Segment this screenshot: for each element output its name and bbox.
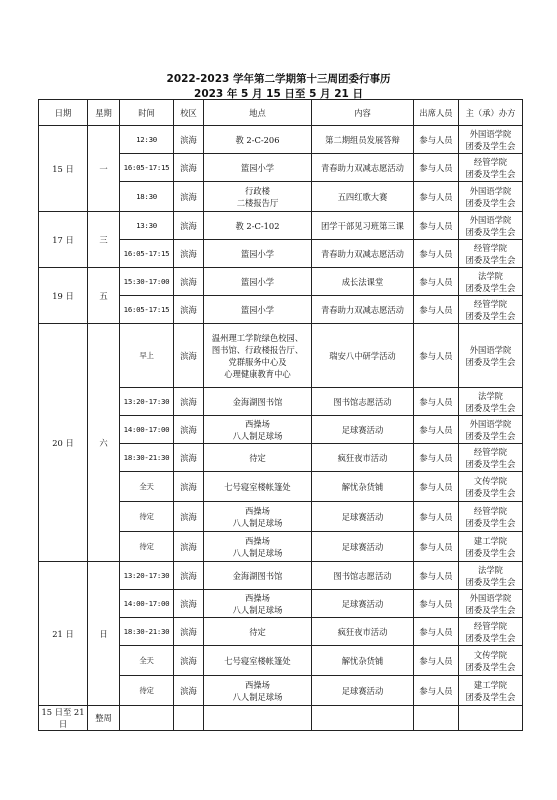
campus-cell: 滨海 [174,268,204,296]
content-cell: 足球赛活动 [312,676,414,706]
time-cell: 16:05-17:15 [120,240,174,268]
place-cell [204,676,312,706]
place-cell-line: 八人制足球场 [232,691,283,702]
weekday-cell: 一 [88,126,120,212]
organizer-cell-line: 外国语学院 [469,214,512,225]
campus-cell: 滨海 [174,676,204,706]
header-content: 内容 [312,100,414,126]
content-cell: 成长法课堂 [312,268,414,296]
organizer-cell-line: 团委及学生会 [465,458,516,469]
weekday-cell: 五 [88,268,120,324]
place-cell [204,502,312,532]
place-cell-line: 图书馆、行政楼报告厅、 [211,344,304,355]
organizer-cell-line: 团委及学生会 [465,310,516,321]
place-cell-line: 待定 [249,626,266,637]
date-cell: 21 日 [39,562,88,706]
footer-weekday-cell: 整周 [88,706,120,731]
table-row [39,324,523,388]
place-cell [204,268,312,296]
header-weekday: 星期 [88,100,120,126]
header-row [39,100,523,126]
attendees-cell: 参与人员 [414,502,459,532]
place-cell-line: 篮园小学 [240,162,275,173]
organizer-cell-line: 经管学院 [473,242,508,253]
place-cell-line: 党群服务中心及 [228,356,287,367]
organizer-cell [459,182,523,212]
content-cell: 团学干部见习班第三课 [312,212,414,240]
attendees-cell: 参与人员 [414,212,459,240]
campus-cell: 滨海 [174,444,204,472]
place-cell-line: 七号寝室楼帐篷处 [224,655,291,666]
attendees-cell: 参与人员 [414,472,459,502]
place-cell [204,444,312,472]
organizer-cell [459,676,523,706]
organizer-cell [459,590,523,618]
campus-cell: 滨海 [174,532,204,562]
weekday-cell: 三 [88,212,120,268]
place-cell-line: 教 2-C-206 [235,134,280,145]
place-cell-line: 西操场 [245,505,270,516]
time-cell: 18:30-21:30 [120,618,174,646]
place-cell [204,472,312,502]
organizer-cell-line: 团委及学生会 [465,487,516,498]
organizer-cell [459,212,523,240]
organizer-cell [459,646,523,676]
header-campus: 校区 [174,100,204,126]
time-cell: 全天 [120,472,174,502]
empty-cell [204,706,312,731]
time-cell: 全天 [120,646,174,676]
place-cell-line: 温州理工学院绿色校园、 [211,332,304,343]
header-attendees: 出席人员 [414,100,459,126]
organizer-cell-line: 团委及学生会 [465,140,516,151]
time-cell: 15:30-17:00 [120,268,174,296]
place-cell [204,590,312,618]
content-cell: 解忧杂货铺 [312,646,414,676]
attendees-cell: 参与人员 [414,126,459,154]
empty-cell [459,706,523,731]
date-cell: 17 日 [39,212,88,268]
organizer-cell-line: 经管学院 [473,156,508,167]
footer-row [39,706,523,731]
organizer-cell-line: 外国语学院 [469,592,512,603]
place-cell-line: 西操场 [245,679,270,690]
place-cell-line: 篮园小学 [240,304,275,315]
content-cell: 五四红歌大赛 [312,182,414,212]
date-cell: 19 日 [39,268,88,324]
campus-cell: 滨海 [174,618,204,646]
content-cell: 足球赛活动 [312,502,414,532]
table-row [39,562,523,590]
place-cell-line: 八人制足球场 [232,604,283,615]
time-cell: 13:20-17:30 [120,562,174,590]
table-row [39,126,523,154]
content-cell: 疯狂夜市活动 [312,444,414,472]
organizer-cell-line: 团委及学生会 [465,402,516,413]
place-cell-line: 行政楼 [245,185,270,196]
document-subtitle: 2023 年 5 月 15 日至 5 月 21 日 [194,88,363,100]
document-title: 2022-2023 学年第二学期第十三周团委行事历 [166,73,391,85]
place-cell-line: 西操场 [245,535,270,546]
campus-cell: 滨海 [174,126,204,154]
time-cell: 13:20-17:30 [120,388,174,416]
attendees-cell: 参与人员 [414,676,459,706]
content-cell: 第二期组员发展答辩 [312,126,414,154]
organizer-cell-line: 外国语学院 [469,418,512,429]
campus-cell: 滨海 [174,296,204,324]
campus-cell: 滨海 [174,240,204,268]
campus-cell: 滨海 [174,154,204,182]
organizer-cell [459,240,523,268]
empty-cell [174,706,204,731]
time-cell: 待定 [120,676,174,706]
organizer-cell-line: 团委及学生会 [465,430,516,441]
place-cell-line: 心理健康教育中心 [224,368,291,379]
place-cell [204,240,312,268]
organizer-cell [459,268,523,296]
place-cell-line: 金海湖图书馆 [232,396,283,407]
campus-cell: 滨海 [174,416,204,444]
content-cell: 解忧杂货铺 [312,472,414,502]
organizer-cell-line: 团委及学生会 [465,576,516,587]
organizer-cell-line: 外国语学院 [469,128,512,139]
organizer-cell-line: 团委及学生会 [465,547,516,558]
organizer-cell-line: 团委及学生会 [465,168,516,179]
content-cell: 疯狂夜市活动 [312,618,414,646]
date-cell: 15 日 [39,126,88,212]
attendees-cell: 参与人员 [414,324,459,388]
attendees-cell: 参与人员 [414,416,459,444]
place-cell-line: 八人制足球场 [232,430,283,441]
organizer-cell-line: 法学院 [478,390,503,401]
organizer-cell-line: 经管学院 [473,505,508,516]
empty-cell [414,706,459,731]
campus-cell: 滨海 [174,182,204,212]
organizer-cell [459,388,523,416]
content-cell: 足球赛活动 [312,590,414,618]
organizer-cell [459,532,523,562]
attendees-cell: 参与人员 [414,296,459,324]
organizer-cell-line: 团委及学生会 [465,254,516,265]
place-cell [204,154,312,182]
header-date: 日期 [39,100,88,126]
organizer-cell-line: 团委及学生会 [465,517,516,528]
organizer-cell-line: 团委及学生会 [465,632,516,643]
weekday-cell: 日 [88,562,120,706]
organizer-cell [459,444,523,472]
organizer-cell [459,154,523,182]
time-cell: 12:30 [120,126,174,154]
place-cell [204,296,312,324]
time-cell: 13:30 [120,212,174,240]
table-row [39,212,523,240]
organizer-cell-line: 经管学院 [473,298,508,309]
organizer-cell [459,472,523,502]
organizer-cell-line: 团委及学生会 [465,226,516,237]
place-cell [204,388,312,416]
header-place: 地点 [204,100,312,126]
place-cell-line: 七号寝室楼帐篷处 [224,481,291,492]
content-cell: 足球赛活动 [312,532,414,562]
organizer-cell [459,562,523,590]
campus-cell: 滨海 [174,590,204,618]
organizer-cell [459,324,523,388]
place-cell [204,212,312,240]
organizer-cell-line: 经管学院 [473,620,508,631]
place-cell-line: 八人制足球场 [232,517,283,528]
organizer-cell-line: 法学院 [478,270,503,281]
organizer-cell [459,126,523,154]
place-cell [204,324,312,388]
place-cell-line: 篮园小学 [240,276,275,287]
place-cell-line: 教 2-C-102 [235,220,280,231]
organizer-cell-line: 团委及学生会 [465,691,516,702]
attendees-cell: 参与人员 [414,154,459,182]
organizer-cell [459,296,523,324]
campus-cell: 滨海 [174,502,204,532]
campus-cell: 滨海 [174,472,204,502]
campus-cell: 滨海 [174,212,204,240]
time-cell: 14:00-17:00 [120,590,174,618]
content-cell: 瑞安八中研学活动 [312,324,414,388]
time-cell: 16:05-17:15 [120,154,174,182]
campus-cell: 滨海 [174,562,204,590]
empty-cell [312,706,414,731]
place-cell-line: 金海湖图书馆 [232,570,283,581]
time-cell: 14:00-17:00 [120,416,174,444]
place-cell [204,182,312,212]
organizer-cell [459,416,523,444]
organizer-cell-line: 建工学院 [473,679,508,690]
organizer-cell-line: 团委及学生会 [465,661,516,672]
place-cell-line: 西操场 [245,592,270,603]
schedule-body [39,100,523,731]
organizer-cell-line: 团委及学生会 [465,604,516,615]
attendees-cell: 参与人员 [414,562,459,590]
organizer-cell-line: 文传学院 [473,475,508,486]
organizer-cell [459,618,523,646]
attendees-cell: 参与人员 [414,182,459,212]
time-cell: 待定 [120,532,174,562]
place-cell [204,416,312,444]
time-cell: 早上 [120,324,174,388]
date-cell: 20 日 [39,324,88,562]
footer-date-cell: 15 日至 21 日 [39,706,88,731]
header-time: 时间 [120,100,174,126]
campus-cell: 滨海 [174,388,204,416]
time-cell: 18:30 [120,182,174,212]
attendees-cell: 参与人员 [414,388,459,416]
place-cell-line: 待定 [249,452,266,463]
organizer-cell-line: 文传学院 [473,649,508,660]
attendees-cell: 参与人员 [414,618,459,646]
content-cell: 图书馆志愿活动 [312,388,414,416]
place-cell [204,618,312,646]
weekday-cell: 六 [88,324,120,562]
time-cell: 16:05-17:15 [120,296,174,324]
header-organizer: 主（承）办方 [459,100,523,126]
schedule-table [38,99,523,731]
organizer-cell-line: 团委及学生会 [465,197,516,208]
campus-cell: 滨海 [174,324,204,388]
place-cell-line: 二楼报告厅 [236,197,279,208]
place-cell [204,532,312,562]
attendees-cell: 参与人员 [414,444,459,472]
time-cell: 待定 [120,502,174,532]
table-row [39,268,523,296]
organizer-cell-line: 外国语学院 [469,344,512,355]
organizer-cell-line: 外国语学院 [469,185,512,196]
place-cell-line: 八人制足球场 [232,547,283,558]
attendees-cell: 参与人员 [414,590,459,618]
organizer-cell-line: 团委及学生会 [465,356,516,367]
content-cell: 青春助力双减志愿活动 [312,154,414,182]
content-cell: 青春助力双减志愿活动 [312,240,414,268]
attendees-cell: 参与人员 [414,646,459,676]
organizer-cell-line: 建工学院 [473,535,508,546]
attendees-cell: 参与人员 [414,532,459,562]
organizer-cell-line: 经管学院 [473,446,508,457]
organizer-cell-line: 团委及学生会 [465,282,516,293]
attendees-cell: 参与人员 [414,240,459,268]
campus-cell: 滨海 [174,646,204,676]
empty-cell [120,706,174,731]
time-cell: 18:30-21:30 [120,444,174,472]
place-cell-line: 篮园小学 [240,248,275,259]
content-cell: 足球赛活动 [312,416,414,444]
place-cell [204,646,312,676]
place-cell-line: 西操场 [245,418,270,429]
place-cell [204,562,312,590]
attendees-cell: 参与人员 [414,268,459,296]
organizer-cell-line: 法学院 [478,564,503,575]
content-cell: 图书馆志愿活动 [312,562,414,590]
place-cell [204,126,312,154]
content-cell: 青春助力双减志愿活动 [312,296,414,324]
organizer-cell [459,502,523,532]
